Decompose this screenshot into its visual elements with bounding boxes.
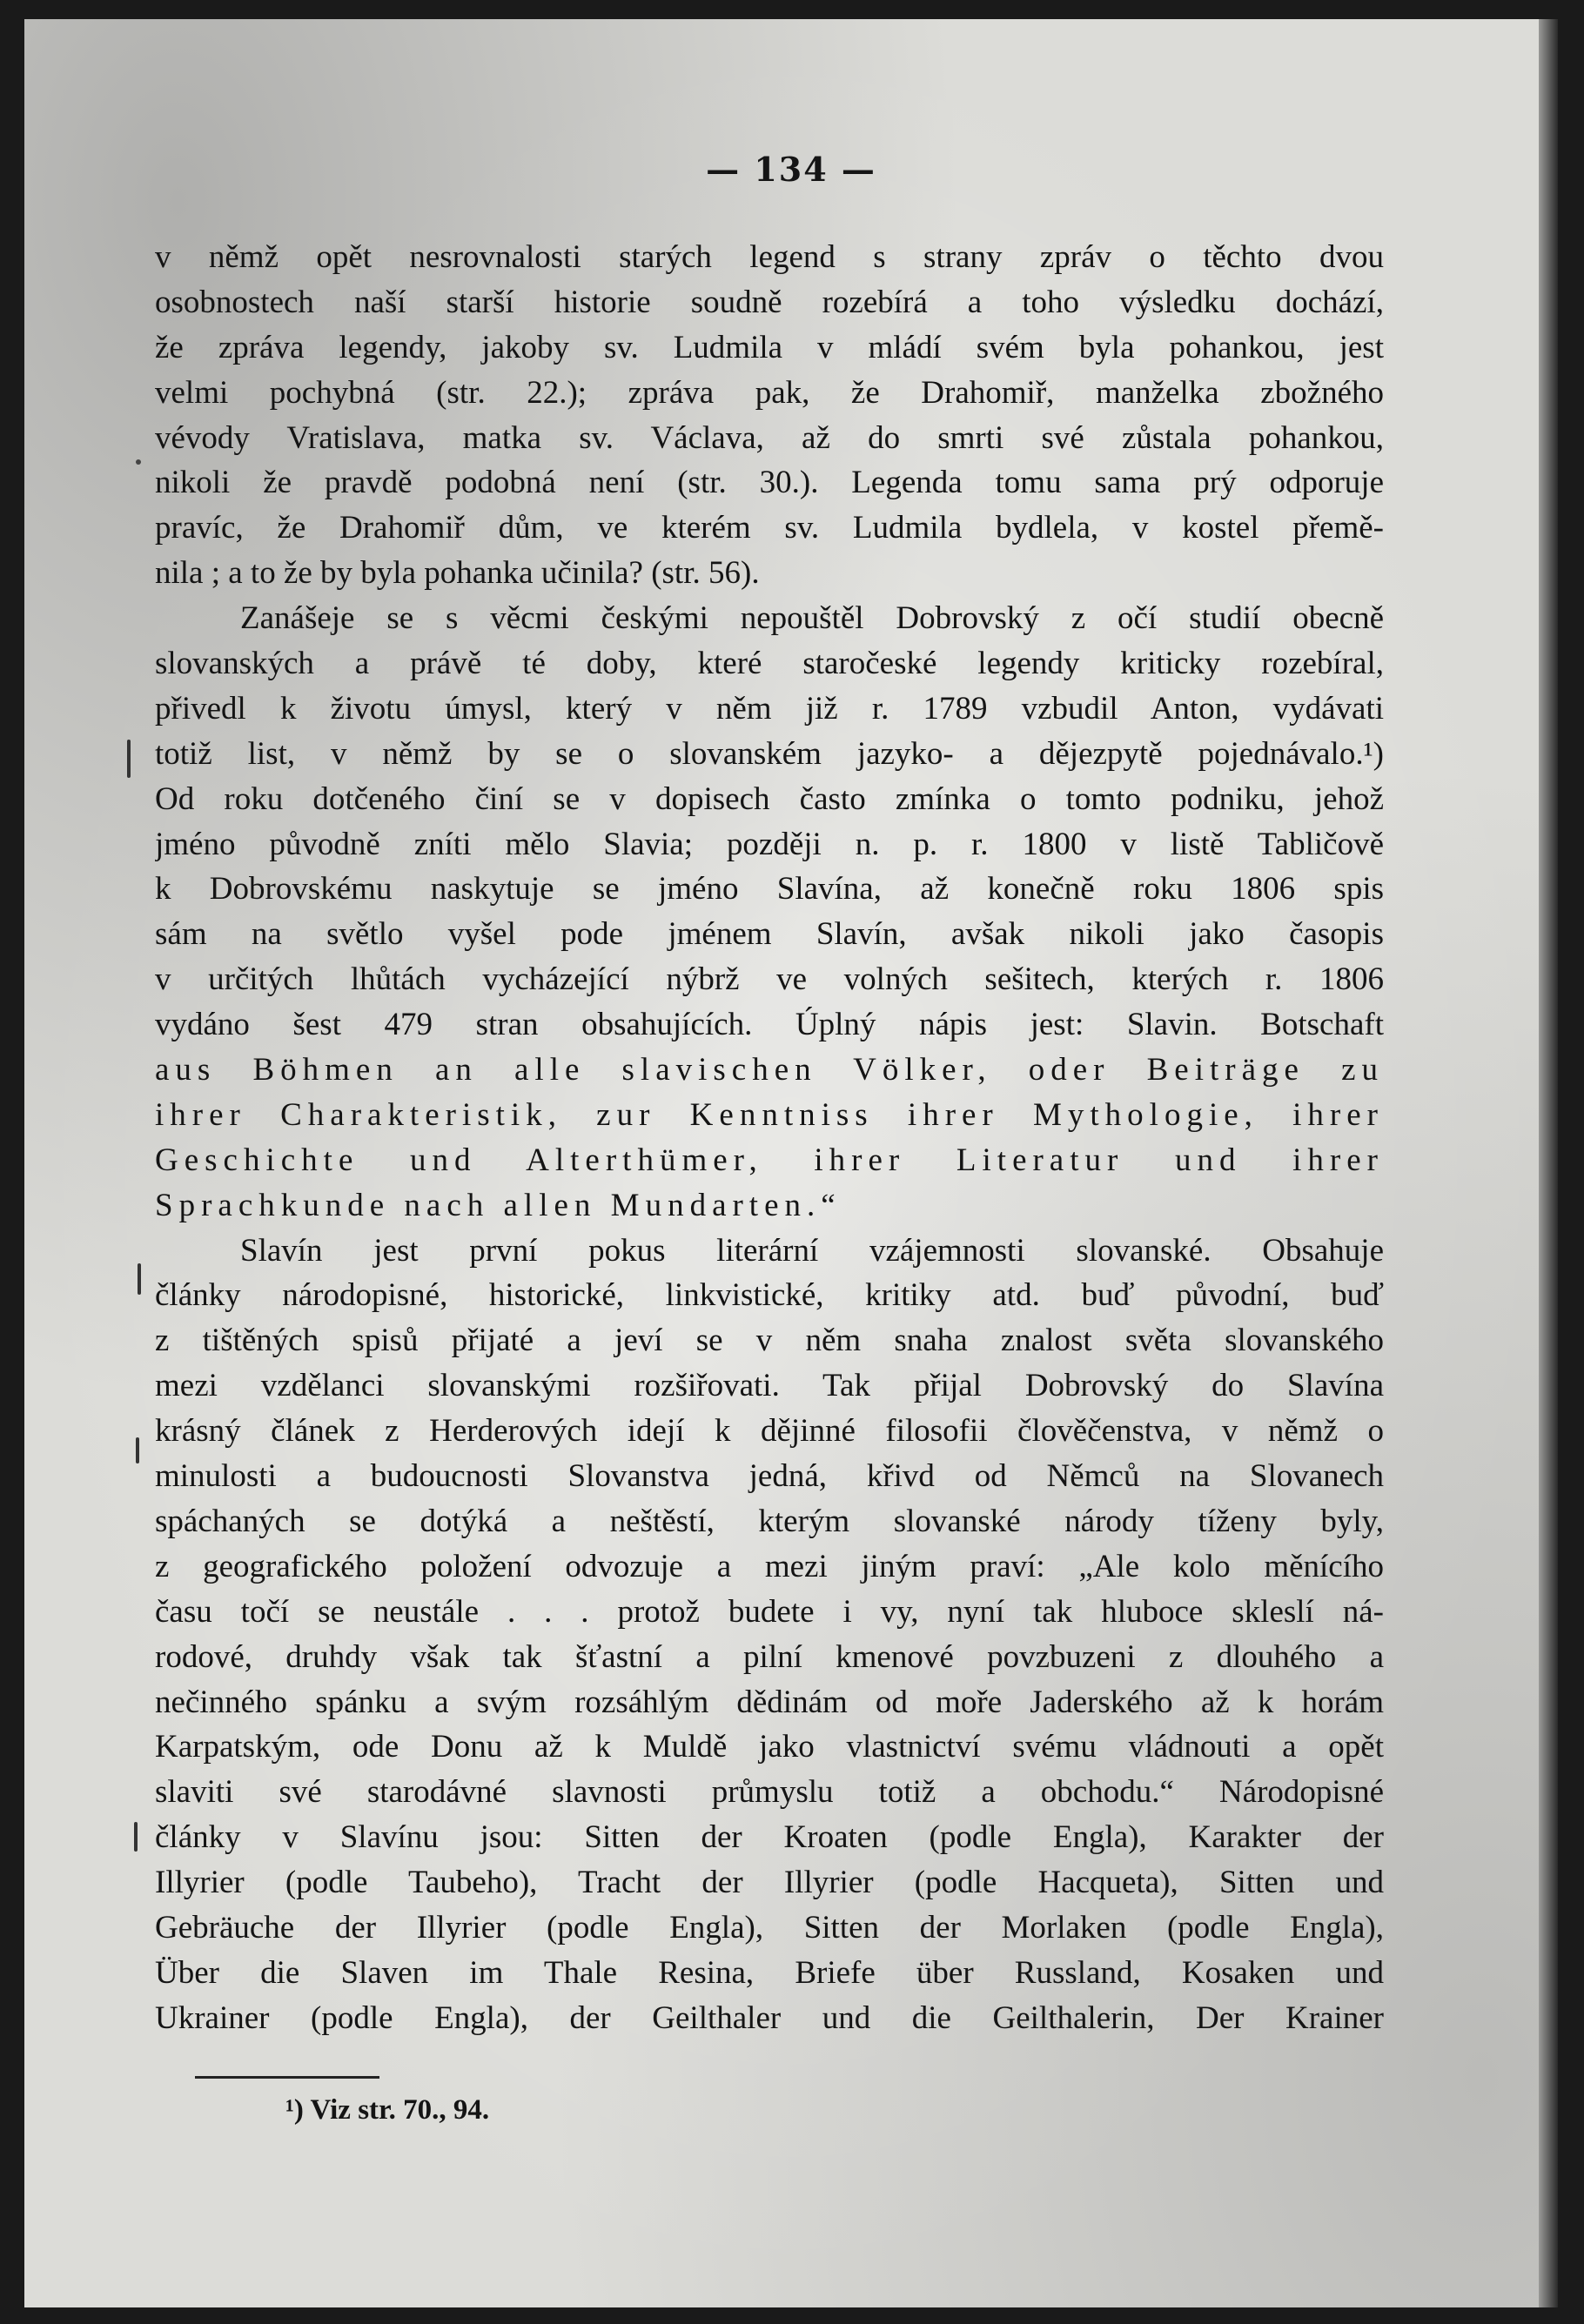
text-line: v určitých lhůtách vycházející nýbrž ve volných sešitech, kterých r. 1806 bbox=[155, 961, 1384, 998]
book-page bbox=[24, 19, 1558, 2307]
margin-pencil-mark bbox=[127, 740, 131, 778]
text-line: vévody Vratislava, matka sv. Václava, až do smrti své zůstala pohankou, bbox=[155, 419, 1384, 456]
text-line: velmi pochybná (str. 22.); zpráva pak, že Drahomiř, manželka zbožného bbox=[155, 374, 1384, 411]
text-line: jméno původně zníti mělo Slavia; později n. p. r. 1800 v listě Tabličově bbox=[155, 826, 1384, 862]
text-line: vydáno šest 479 stran obsahujících. Úplný nápis jest: Slavin. Botschaft bbox=[155, 1007, 1384, 1043]
page-number: — 134 — bbox=[706, 150, 876, 189]
text-line: že zpráva legendy, jakoby sv. Ludmila v mládí svém byla pohankou, jest bbox=[155, 329, 1384, 365]
text-line: totiž list, v němž by se o slovanském jazyko- a dějezpytě pojednávalo.¹) bbox=[155, 735, 1384, 772]
paragraph-start-line: Slavín jest první pokus literární vzájemnosti slovanské. Obsahuje bbox=[240, 1232, 1384, 1269]
text-line: z geografického položení odvozuje a mezi jiným praví: „Ale kolo měnícího bbox=[155, 1548, 1384, 1584]
page-edge-shadow bbox=[1539, 19, 1558, 2307]
text-line: v němž opět nesrovnalosti starých legend s strany zpráv o těchto dvou bbox=[155, 239, 1384, 275]
text-line: rodové, druhdy však tak šťastní a pilní kmenové povzbuzeni z dlouhého a bbox=[155, 1638, 1384, 1675]
spaced-title-line: Sprachkunde nach allen Mundarten.“ bbox=[155, 1187, 842, 1223]
spaced-title-line: Geschichte und Alterthümer, ihrer Literatur und ihrer bbox=[155, 1142, 1384, 1178]
body-text bbox=[155, 235, 1384, 2041]
text-line: články národopisné, historické, linkvistické, kritiky atd. buď původní, buď bbox=[155, 1277, 1384, 1314]
text-line: sám na světlo vyšel pode jménem Slavín, avšak nikoli jako časopis bbox=[155, 916, 1384, 953]
text-line: nečinného spánku a svým rozsáhlým dědinám od moře Jaderského až k horám bbox=[155, 1684, 1384, 1720]
text-line: Ukrainer (podle Engla), der Geilthaler und die Geilthalerin, Der Krainer bbox=[155, 1999, 1384, 2036]
text-line: osobnostech naší starší historie soudně rozebírá a toho výsledku dochází, bbox=[155, 284, 1384, 320]
text-line: Od roku dotčeného činí se v dopisech často zmínka o tomto podniku, jehož bbox=[155, 780, 1384, 817]
margin-pencil-mark bbox=[134, 1822, 138, 1852]
footnote-divider bbox=[195, 2076, 379, 2079]
text-line: mezi vzdělanci slovanskými rozšiřovati. Tak přijal Dobrovský do Slavína bbox=[155, 1368, 1384, 1404]
text-line: času točí se neustále . . . protož budete i vy, nyní tak hluboce skleslí ná- bbox=[155, 1593, 1384, 1630]
footnote: ¹) Viz str. 70., 94. bbox=[285, 2094, 490, 2126]
text-line: přivedl k životu úmysl, který v něm již r. 1789 vzbudil Anton, vydávati bbox=[155, 690, 1384, 727]
text-line: články v Slavínu jsou: Sitten der Kroaten (podle Engla), Karakter der bbox=[155, 1819, 1384, 1856]
text-line: k Dobrovskému naskytuje se jméno Slavína, až konečně roku 1806 spis bbox=[155, 871, 1384, 907]
text-line: nila ; a to že by byla pohanka učinila? (str. 56). bbox=[155, 555, 760, 592]
text-line: Über die Slaven im Thale Resina, Briefe über Russland, Kosaken und bbox=[155, 1954, 1384, 1991]
text-line: nikoli že pravdě podobná není (str. 30.). Legenda tomu sama prý odporuje bbox=[155, 465, 1384, 501]
paragraph-start-line: Zanášeje se s věcmi českými nepouštěl Dobrovský z očí studií obecně bbox=[240, 600, 1384, 637]
margin-pencil-mark bbox=[138, 1263, 141, 1295]
text-line: Gebräuche der Illyrier (podle Engla), Sitten der Morlaken (podle Engla), bbox=[155, 1909, 1384, 1946]
text-line: spáchaných se dotýká a neštěstí, kterým slovanské národy tíženy byly, bbox=[155, 1503, 1384, 1539]
text-line: slaviti své starodávné slavnosti průmyslu totiž a obchodu.“ Národopisné bbox=[155, 1774, 1384, 1811]
margin-dot-mark bbox=[136, 459, 141, 465]
spaced-title-line: ihrer Charakteristik, zur Kenntniss ihrer Mythologie, ihrer bbox=[155, 1096, 1384, 1133]
text-line: pravíc, že Drahomiř dům, ve kterém sv. Ludmila bydlela, v kostel přemě- bbox=[155, 510, 1384, 546]
text-line: Karpatským, ode Donu až k Muldě jako vlastnictví svému vládnouti a opět bbox=[155, 1729, 1384, 1765]
text-line: minulosti a budoucnosti Slovanstva jedná, křivd od Němců na Slovanech bbox=[155, 1458, 1384, 1495]
text-line: slovanských a právě té doby, které staročeské legendy kriticky rozebíral, bbox=[155, 646, 1384, 682]
text-line: Illyrier (podle Taubeho), Tracht der Illyrier (podle Hacqueta), Sitten und bbox=[155, 1865, 1384, 1901]
text-line: krásný článek z Herderových idejí k dějinné filosofii člověčenstva, v němž o bbox=[155, 1413, 1384, 1450]
text-line: z tištěných spisů přijaté a jeví se v něm snaha znalost světa slovanského bbox=[155, 1323, 1384, 1359]
margin-pencil-mark bbox=[136, 1437, 139, 1463]
spaced-title-line: aus Böhmen an alle slavischen Völker, oder Beiträge zu bbox=[155, 1052, 1384, 1088]
